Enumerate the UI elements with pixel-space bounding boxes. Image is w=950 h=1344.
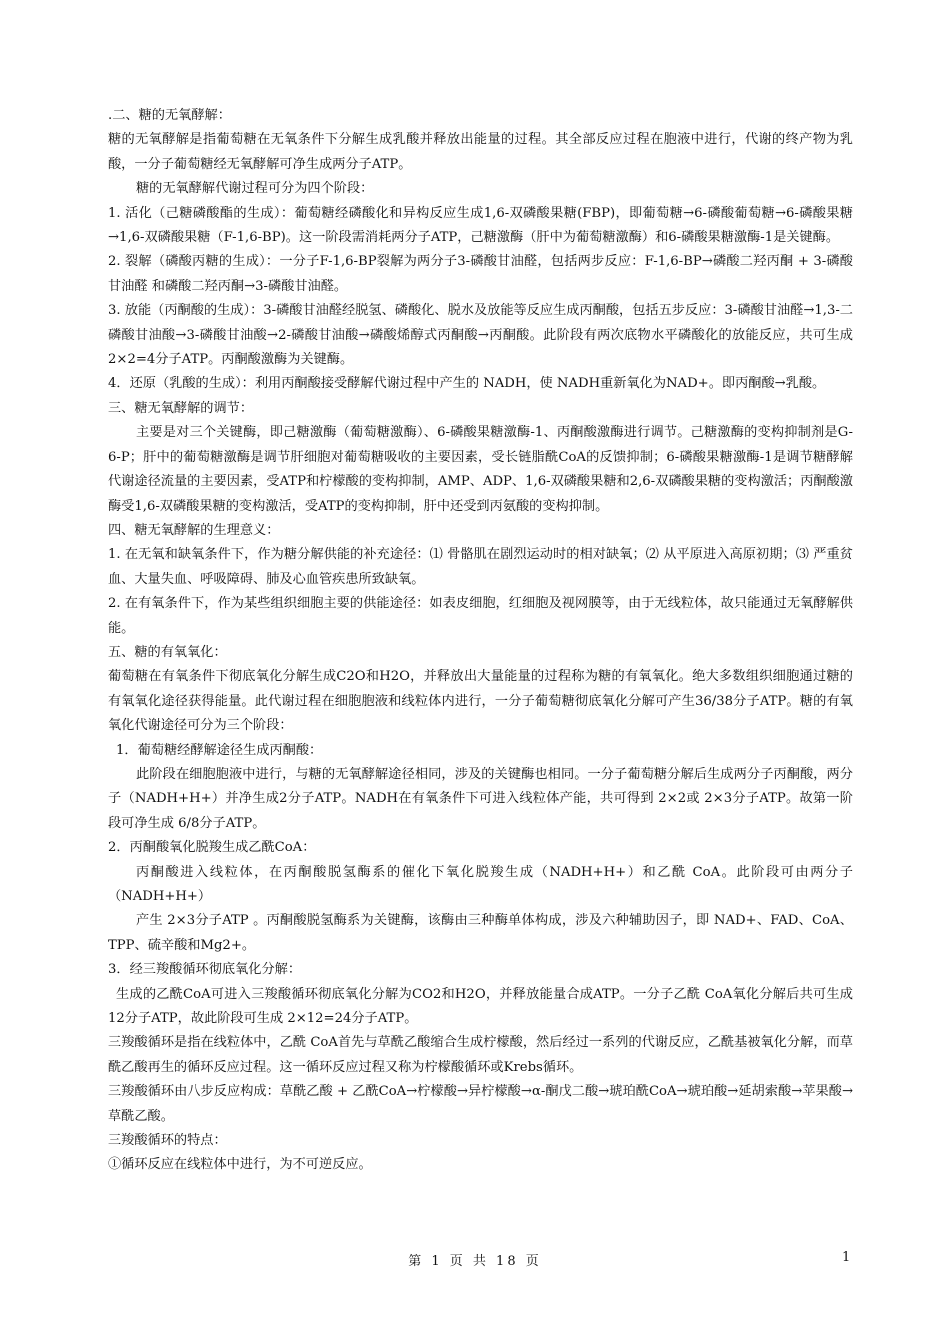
subsection-heading: 3．经三羧酸循环彻底氧化分解： bbox=[108, 962, 302, 978]
paragraph: 3. 放能（丙酮酸的生成）：3-磷酸甘油醛经脱氢、磷酸化、脱水及放能等反应生成丙酮酸，包括五步反应：3-磷酸甘油醛→1,3-二磷酸甘油酸→3-磷酸甘油酸→2-磷酸甘油酸→磷酸烯醇式丙酮酸→丙酮酸。此阶段有两次底物水平磷酸化的放能反应，共可生成2×2=4分子ATP。丙酮酸激酶为关键酶。 bbox=[108, 303, 853, 368]
paragraph: 糖的无氧酵解是指葡萄糖在无氧条件下分解生成乳酸并释放出能量的过程。其全部反应过程在胞液中进行，代谢的终产物为乳酸，一分子葡萄糖经无氧酵解可净生成两分子ATP。 bbox=[108, 132, 853, 172]
paragraph: 葡萄糖在有氧条件下彻底氧化分解生成C2O和H2O，并释放出大量能量的过程称为糖的有氧氧化。绝大多数组织细胞通过糖的有氧氧化途径获得能量。此代谢过程在细胞胞液和线粒体内进行，一分子葡萄糖彻底氧化分解可产生36/38分子ATP。糖的有氧氧化代谢途径可分为三个阶段： bbox=[108, 669, 853, 734]
paragraph: 1. 在无氧和缺氧条件下，作为糖分解供能的补充途径：⑴ 骨骼肌在剧烈运动时的相对缺氧；⑵ 从平原进入高原初期；⑶ 严重贫血、大量失血、呼吸障碍、肺及心血管疾患所致缺氧。 bbox=[108, 547, 853, 587]
subsection-heading: 1．葡萄糖经酵解途径生成丙酮酸： bbox=[116, 742, 323, 758]
paragraph: ①循环反应在线粒体中进行，为不可逆反应。 bbox=[108, 1157, 372, 1173]
section-heading: 四、糖无氧酵解的生理意义： bbox=[108, 522, 280, 538]
paragraph: 三羧酸循环的特点： bbox=[108, 1133, 227, 1149]
paragraph: 生成的乙酰CoA可进入三羧酸循环彻底氧化分解为CO2和H2O，并释放能量合成ATP。一分子乙酰 CoA氧化分解后共可生成12分子ATP，故此阶段可生成 2×12=24分子ATP。 bbox=[108, 986, 853, 1027]
section-heading: 三、糖无氧酵解的调节： bbox=[108, 400, 254, 416]
page-number: 1 bbox=[842, 1250, 851, 1265]
paragraph: 1. 活化（己糖磷酸酯的生成）：葡萄糖经磷酸化和异构反应生成1,6-双磷酸果糖(FBP)，即葡萄糖→6-磷酸葡萄糖→6-磷酸果糖→1,6-双磷酸果糖（F-1,6-BP)。这一阶段需消耗两分子ATP，己糖激酶（肝中为葡萄糖激酶）和6-磷酸果糖激酶-1是关键酶。 bbox=[108, 205, 853, 246]
paragraph: 丙酮酸进入线粒体，在丙酮酸脱氢酶系的催化下氧化脱羧生成（NADH+H+）和乙酰 CoA。此阶段可由两分子（NADH+H+） bbox=[108, 864, 853, 904]
paragraph: 主要是对三个关键酶，即己糖激酶（葡萄糖激酶）、6-磷酸果糖激酶-1、丙酮酸激酶进行调节。己糖激酶的变构抑制剂是G-6-P；肝中的葡萄糖激酶是调节肝细胞对葡萄糖吸收的主要因素，受长链脂酰CoA的反馈抑制；6-磷酸果糖激酶-1是调节糖酵解代谢途径流量的主要因素，受ATP和柠檬酸的变构抑制，AMP、ADP、1,6-双磷酸果糖和2,6-双磷酸果糖的变构激活；丙酮酸激酶受1,6-双磷酸果糖的变构激活，受ATP的变构抑制，肝中还受到丙氨酸的变构抑制。 bbox=[108, 425, 853, 514]
paragraph: 4．还原（乳酸的生成）：利用丙酮酸接受酵解代谢过程中产生的 NADH，使 NADH重新氧化为NAD+。即丙酮酸→乳酸。 bbox=[108, 376, 826, 392]
paragraph: 2. 裂解（磷酸丙糖的生成）：一分子F-1,6-BP裂解为两分子3-磷酸甘油醛，包括两步反应：F-1,6-BP→磷酸二羟丙酮 + 3-磷酸甘油醛 和磷酸二羟丙酮→3-磷酸甘油醛。 bbox=[108, 254, 853, 294]
paragraph: 糖的无氧酵解代谢过程可分为四个阶段： bbox=[136, 181, 374, 197]
page-footer-label: 第 1 页 共 18 页 bbox=[408, 1254, 542, 1269]
paragraph: 产生 2×3分子ATP 。丙酮酸脱氢酶系为关键酶，该酶由三种酶单体构成，涉及六种辅助因子，即 NAD+、FAD、CoA、TPP、硫辛酸和Mg2+。 bbox=[108, 913, 853, 953]
section-heading: .二、糖的无氧酵解： bbox=[108, 108, 231, 123]
paragraph: 2. 在有氧条件下，作为某些组织细胞主要的供能途径：如表皮细胞，红细胞及视网膜等，由于无线粒体，故只能通过无氧酵解供能。 bbox=[108, 596, 853, 636]
subsection-heading: 2．丙酮酸氧化脱羧生成乙酰CoA： bbox=[108, 840, 316, 856]
paragraph: 三羧酸循环由八步反应构成：草酰乙酸 + 乙酰CoA→柠檬酸→异柠檬酸→α-酮戊二酸→琥珀酰CoA→琥珀酸→延胡索酸→苹果酸→草酰乙酸。 bbox=[108, 1084, 853, 1124]
section-heading: 五、糖的有氧氧化： bbox=[108, 644, 227, 660]
document-body bbox=[108, 104, 853, 1178]
paragraph: 此阶段在细胞胞液中进行，与糖的无氧酵解途径相同，涉及的关键酶也相同。一分子葡萄糖分解后生成两分子丙酮酸，两分子（NADH+H+）并净生成2分子ATP。NADH在有氧条件下可进入线粒体产能，共可得到 2×2或 2×3分子ATP。故第一阶段可净生成 6/8分子ATP。 bbox=[108, 766, 853, 831]
paragraph: 三羧酸循环是指在线粒体中，乙酰 CoA首先与草酰乙酸缩合生成柠檬酸，然后经过一系列的代谢反应，乙酰基被氧化分解，而草酰乙酸再生的循环反应过程。这一循环反应过程又称为柠檬酸循环或Krebs循环。 bbox=[108, 1035, 853, 1075]
